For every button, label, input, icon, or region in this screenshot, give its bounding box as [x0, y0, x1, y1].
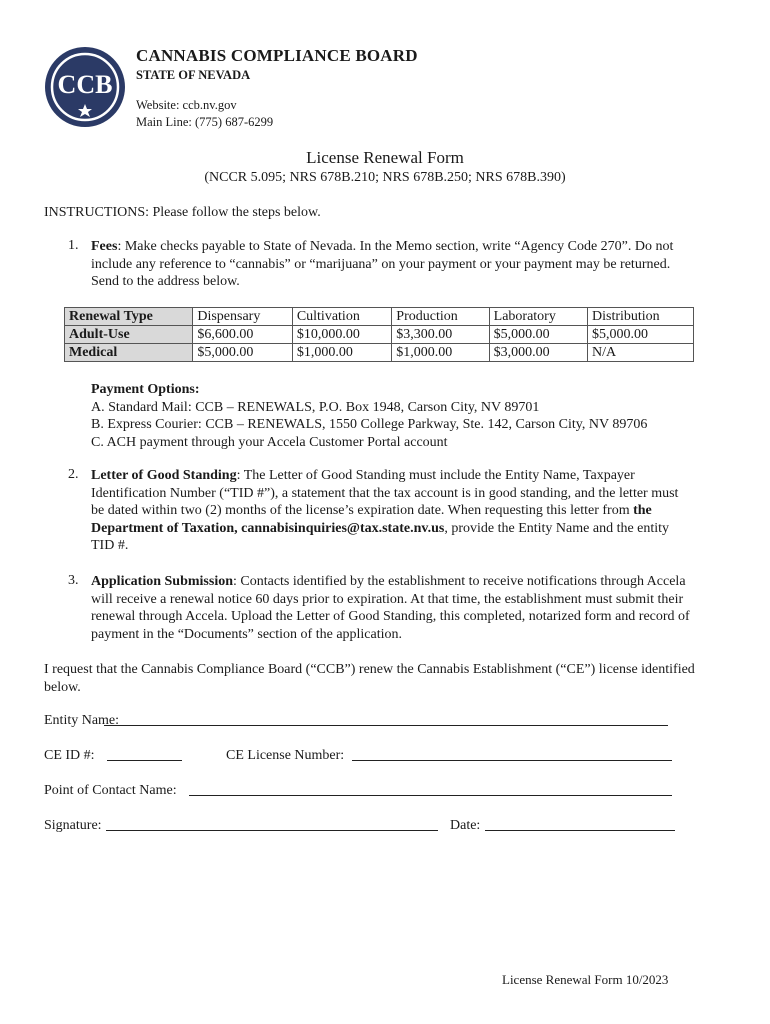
form-footer: License Renewal Form 10/2023 — [502, 972, 669, 987]
step-2-line-1: : The Letter of Good Standing must include the Entity Name, Taxpayer — [236, 468, 635, 483]
step-2-line-2: Identification Number (“TID #”), a statement that the tax account is in good standing, and the letter must — [91, 485, 679, 501]
step-3-line-2: will receive a renewal notice 60 days prior to expiration. At that time, the establishment must submit their — [91, 591, 684, 607]
signature-field[interactable] — [106, 816, 438, 831]
ce-license-label: CE License Number: — [226, 748, 345, 763]
step-3-line-3: renewal through Accela. Upload the Letter of Good Standing, this completed, notarized form and record of — [91, 609, 690, 624]
table-cell: $1,000.00 — [292, 344, 391, 362]
row-type: Medical — [65, 344, 193, 362]
step-1-number: 1. — [68, 238, 79, 253]
date-label: Date: — [450, 818, 481, 833]
payment-options — [91, 381, 647, 451]
ce-license-field[interactable] — [352, 746, 672, 761]
step-1-line-2: include any reference to “cannabis” or “marijuana” on your payment or your payment may be returned. — [91, 256, 671, 272]
table-cell: $6,600.00 — [193, 326, 292, 344]
fee-table-header: Production — [392, 308, 489, 326]
table-cell: $10,000.00 — [292, 326, 391, 344]
payment-options-title: Payment Options: — [91, 382, 200, 397]
step-2-line-5: TID #. — [91, 538, 129, 553]
table-cell: $5,000.00 — [489, 326, 587, 344]
main-line-text: Main Line: (775) 687-6299 — [136, 115, 274, 129]
table-row — [65, 326, 694, 344]
request-line-1: I request that the Cannabis Compliance Board (“CCB”) renew the Cannabis Establishment (“CE”) license identified — [44, 662, 695, 677]
department-of-taxation-email: Department of Taxation, cannabisinquiries@tax.state.nv.us — [91, 520, 445, 536]
step-3-label: Application Submission — [91, 574, 233, 589]
state-name: STATE OF NEVADA — [136, 68, 251, 82]
step-1-line-3: Send to the address below. — [91, 274, 240, 289]
step-3-line-1: : Contacts identified by the establishment to receive notifications through Accela — [233, 574, 686, 589]
date-field[interactable] — [485, 816, 675, 831]
step-2-text — [91, 467, 678, 555]
step-2-line-3: be dated within two (2) months of the license’s expiration date. When requesting this letter from — [91, 503, 634, 518]
step-1-label: Fees — [91, 239, 118, 254]
fee-table-header: Laboratory — [489, 308, 587, 326]
step-1-line-1: : Make checks payable to State of Nevada. In the Memo section, write “Agency Code 270”. Do not — [117, 239, 674, 254]
step-1-text — [91, 238, 673, 291]
instructions-heading: INSTRUCTIONS: Please follow the steps below. — [44, 205, 321, 220]
logo-text: CCB — [57, 70, 113, 99]
fee-table-header: Cultivation — [292, 308, 391, 326]
ce-id-field[interactable] — [107, 746, 182, 761]
row-type: Adult-Use — [65, 326, 193, 344]
board-title: CANNABIS COMPLIANCE BOARD — [136, 46, 418, 65]
form-title: License Renewal Form — [306, 148, 464, 167]
table-cell: N/A — [588, 344, 694, 362]
step-2-line-3-bold: the — [633, 503, 652, 518]
request-line-2: below. — [44, 679, 81, 695]
step-2-label: Letter of Good Standing — [91, 468, 237, 483]
table-cell: $3,000.00 — [489, 344, 587, 362]
step-3-line-4: payment in the “Documents” section of the application. — [91, 626, 403, 642]
form-subtitle: (NCCR 5.095; NRS 678B.210; NRS 678B.250; NRS 678B.390) — [204, 170, 566, 185]
ccb-logo — [44, 46, 126, 128]
entity-name-field[interactable] — [104, 711, 668, 726]
ce-id-label: CE ID #: — [44, 748, 95, 763]
table-row — [65, 344, 694, 362]
contact-name-label: Point of Contact Name: — [44, 783, 177, 798]
step-2-line-4: , provide the Entity Name and the entity — [444, 520, 670, 536]
request-paragraph — [44, 661, 695, 696]
website-text: Website: ccb.nv.gov — [136, 98, 237, 112]
step-3-number: 3. — [68, 573, 79, 588]
payment-option: B. Express Courier: CCB – RENEWALS, 1550 College Parkway, Ste. 142, Carson City, NV 89706 — [91, 417, 648, 432]
step-3-text — [91, 573, 690, 643]
step-2-number: 2. — [68, 467, 79, 482]
fee-table-header: Dispensary — [193, 308, 292, 326]
table-cell: $5,000.00 — [193, 344, 292, 362]
payment-option: A. Standard Mail: CCB – RENEWALS, P.O. Box 1948, Carson City, NV 89701 — [91, 399, 540, 415]
signature-label: Signature: — [44, 818, 102, 833]
table-cell: $1,000.00 — [392, 344, 489, 362]
payment-option: C. ACH payment through your Accela Customer Portal account — [91, 434, 448, 450]
fee-table-header: Renewal Type — [65, 308, 193, 326]
fee-table — [64, 307, 694, 362]
entity-name-label: Entity Name: — [44, 713, 120, 728]
table-cell: $3,300.00 — [392, 326, 489, 344]
table-cell: $5,000.00 — [588, 326, 694, 344]
fee-table-header: Distribution — [588, 308, 694, 326]
fee-table-header-row — [65, 308, 694, 326]
contact-name-field[interactable] — [189, 781, 672, 796]
